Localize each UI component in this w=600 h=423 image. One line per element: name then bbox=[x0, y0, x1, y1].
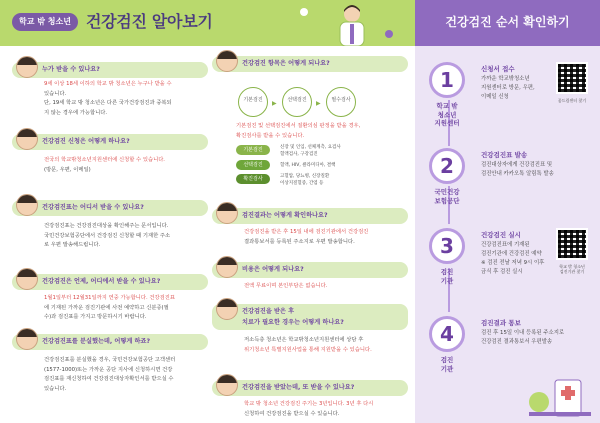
faq-question: 건강검진표를 분실했는데, 어떻게 하죠? bbox=[12, 334, 208, 350]
faq-question: 건강검진 신청은 어떻게 하나요? bbox=[12, 134, 208, 150]
step-organization: 학교 밖 청소년 지원센터 bbox=[434, 102, 460, 127]
step-organization: 검진 기관 bbox=[440, 356, 454, 373]
faq-question: 건강검진표는 어디서 받을 수 있나요? bbox=[12, 200, 208, 216]
faq-answer: 저소득층 청소년은 학교밖청소년지원센터에 상담 후 위기청소년 특별지원사업을 통해 지원받을 수 있습니다. bbox=[244, 337, 372, 353]
student-avatar-icon bbox=[16, 128, 38, 150]
student-avatar-icon bbox=[16, 56, 38, 78]
step-description: 건강검진표에 기재된 검진기관에 건강검진 예약 ※ 검진 전날 저녁 9시 이후 금식 후 검진 실시 bbox=[481, 242, 545, 275]
faq-answer: 전국의 학교밖청소년지원센터에 신청할 수 있습니다. (방문, 우편, 이메일) bbox=[44, 157, 165, 173]
arrow-icon: ▶ bbox=[316, 100, 321, 107]
step-number: 1 bbox=[429, 62, 465, 98]
faq-question: 건강검진은 언제, 어디에서 받을 수 있나요? bbox=[12, 274, 208, 290]
faq-question: 건강검진 항목은 어떻게 되나요? bbox=[212, 56, 408, 72]
page-title: 건강검진 알아보기 bbox=[86, 12, 213, 31]
step-title: 건강검진 실시 bbox=[481, 231, 521, 239]
qr-caption: 학교 밖 청소년 검진기관 찾기 bbox=[559, 264, 585, 274]
step-organization: 검진 기관 bbox=[440, 268, 454, 285]
student-avatar-icon bbox=[16, 194, 38, 216]
step-title: 건강검진표 발송 bbox=[481, 151, 528, 159]
step-number: 2 bbox=[429, 148, 465, 184]
tag-confirm: 확진검사 bbox=[236, 174, 270, 184]
decor-dot bbox=[300, 8, 308, 16]
qr-code-icon[interactable] bbox=[556, 62, 588, 94]
qr-caption: 꿈드림센터 찾기 bbox=[557, 98, 587, 103]
faq-answer: 학교 밖 청소년 건강검진 주기는 3년입니다. 3년 후 다시 신청하여 건강검진을 받으실 수 있습니다. bbox=[244, 401, 374, 417]
step-description: 검진 후 15일 이내 등록된 주소지로 건강검진 결과통보서 우편발송 bbox=[481, 330, 565, 345]
guide-header bbox=[0, 0, 415, 46]
student-avatar-icon bbox=[216, 298, 238, 320]
optional-checkup-pill: 선택검진 bbox=[282, 87, 312, 117]
basic-checkup-pill: 기본검진 bbox=[238, 87, 268, 117]
tag-optional: 선택검진 bbox=[236, 160, 270, 170]
process-header bbox=[415, 0, 600, 46]
tag-basic: 기본검진 bbox=[236, 145, 270, 155]
tag-confirm-items: 고혈압, 당뇨병, 신장질환 이상지질혈증, 간염 등 bbox=[280, 174, 330, 186]
student-avatar-icon bbox=[16, 328, 38, 350]
faq-question: 건강검진을 받은 후 치료가 필요한 경우는 어떻게 하나요? bbox=[212, 304, 408, 330]
checkup-types bbox=[236, 87, 406, 125]
faq-answer: 건강검진표는 건강검진대상을 확인해주는 문서입니다. 국민건강보험공단에서 건강검진 신청할 때 기재한 주소 로 우편 발송해드립니다. bbox=[44, 223, 171, 248]
student-avatar-icon bbox=[16, 268, 38, 290]
process-title: 건강검진 순서 확인하기 bbox=[445, 15, 570, 29]
faq-question: 건강검진을 받았는데, 또 받을 수 있나요? bbox=[212, 380, 408, 396]
faq-answer: 1월1일부터 12월31일까지 연중 가능합니다. 건강검진표 에 기재된 가까운 검진기관에 사전 예약하고 신분증(필 수)과 검진표를 가지고 방문하시기 바랍니다. bbox=[44, 295, 175, 320]
step-number: 4 bbox=[429, 316, 465, 352]
faq-question: 검진결과는 어떻게 확인하나요? bbox=[212, 208, 408, 224]
tag-optional-items: 혈액, HIV, 클라미디아, 결핵 bbox=[280, 163, 336, 168]
student-avatar-icon bbox=[216, 50, 238, 72]
step-organization: 국민건강 보험공단 bbox=[434, 188, 460, 205]
process-panel bbox=[415, 0, 600, 423]
faq-question: 누가 받을 수 있나요? bbox=[12, 62, 208, 78]
medical-illustration-icon bbox=[525, 372, 595, 420]
faq-answer: 기본검진 및 선택검진에서 질환의심 판정을 받을 경우, 확진검사를 받을 수 있습니다. bbox=[236, 123, 361, 139]
faq-answer: 전액 무료이며 본인부담은 없습니다. bbox=[244, 283, 328, 289]
arrow-icon: ▶ bbox=[272, 100, 277, 107]
student-avatar-icon bbox=[216, 202, 238, 224]
faq-answer: 건강검진을 받은 후 15일 내에 검진기관에서 건강검진 결과통보서를 등록된 주소지로 우편 발송합니다. bbox=[244, 229, 369, 245]
decor-dot bbox=[385, 30, 393, 38]
doctor-illustration-icon bbox=[330, 2, 374, 46]
tag-basic-items: 신장 및 인입, 선체계측, 요검사 혈액검사, 구강검진 bbox=[280, 145, 341, 157]
faq-answer: 9세 이상 18세 이하의 학교 밖 청소년은 누구나 받을 수 있습니다. 단, 19세 학교 밖 청소년은 다른 국가건강검진과 중복되 지 않는 경우에 가능합니다. bbox=[44, 81, 172, 116]
faq-question: 비용은 어떻게 되나요? bbox=[212, 262, 408, 278]
student-avatar-icon bbox=[216, 374, 238, 396]
step-title: 검진결과 통보 bbox=[481, 319, 521, 327]
step-description: 검진대상자에게 건강검진표 및 검진안내 카카오톡 알림톡 발송 bbox=[481, 162, 554, 177]
qr-code-icon[interactable] bbox=[556, 228, 588, 260]
step-title: 신청서 접수 bbox=[481, 65, 515, 73]
step-description: 가까운 학교밖청소년 지원센터로 방문, 우편, 이메일 신청 bbox=[481, 76, 535, 100]
student-avatar-icon bbox=[216, 256, 238, 278]
faq-answer: 건강검진표를 분실했을 경우, 국민건강보험공단 고객센터 (1577-1000)또는 가까운 공단 지사에 신청하시면 건강 검진표를 재신청하여 건강검진대상자확인서를 받으실 수 있습니다. bbox=[44, 357, 176, 392]
header-badge: 학교 밖 청소년 bbox=[12, 13, 78, 31]
confirm-test-pill: 필수검사 bbox=[326, 87, 356, 117]
step-number: 3 bbox=[429, 228, 465, 264]
